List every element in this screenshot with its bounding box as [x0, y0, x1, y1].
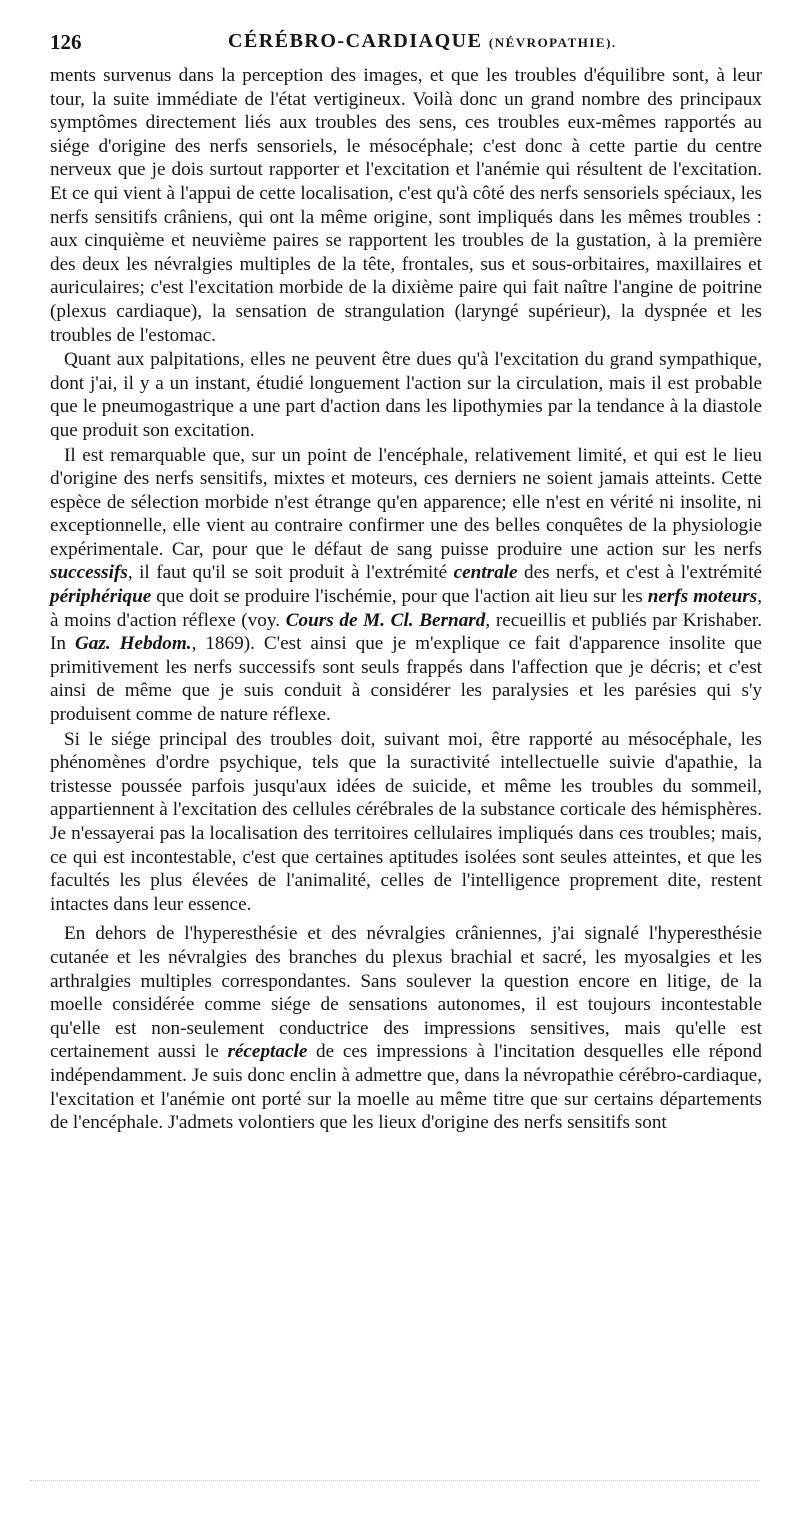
paragraph — [50, 348, 762, 442]
text-run: des nerfs, et c'est à l'extrémité — [517, 562, 763, 584]
page-bottom-scan-noise — [30, 1480, 760, 1483]
paragraph — [50, 728, 762, 917]
italic-term: nerfs moteurs — [647, 586, 758, 608]
paragraph — [50, 922, 762, 1134]
page-number: 126 — [50, 30, 82, 54]
text-run: Quant aux palpitations, elles ne peuvent être dues qu'à l'excitation du grand sympathique, dont j'ai, il y a un instant, étudié longuement l'action sur la circulation, mais il est probable que le pneumogastrique a une part d'action dans les lipothymies par la tendance à la diastole que produit son excitation. — [50, 349, 762, 441]
text-run: ments survenus dans la perception des images, et que les troubles d'équilibre sont, à leur tour, la suite immédiate de l'état vertigineux. Voilà donc un grand nombre des principaux symptômes directement liés aux troubles des sens, ces troubles eux-mêmes rapportés au siége d'origine des nerfs sensoriels, le mésocéphale; c'est donc à cette partie du centre nerveux que je dois surtout rapporter et l'excitation et l'anémie qui résultent de l'excitation. Et ce qui vient à l'appui de cette localisation, c'est qu'à côté des nerfs sensoriels spéciaux, les nerfs sensitifs crâniens, qui ont la même origine, sont impliqués dans les mêmes troubles : aux cinquième et neuvième paires se rapportent les troubles de la gustation, à la première des deux les névralgies multiples de la tête, frontales, sus et sous-orbitaires, maxillaires et auriculaires; c'est l'excitation morbide de la dixième paire qui fait naître l'angine de poitrine (plexus cardiaque), la sensation de strangulation (laryngé supérieur), la dyspnée et les troubles de l'estomac. — [50, 65, 762, 346]
running-title-subtitle: (NÉVROPATHIE). — [488, 35, 617, 50]
italic-term: successifs — [50, 562, 128, 584]
running-title — [228, 30, 617, 53]
paragraph — [50, 64, 762, 347]
italic-term: Gaz. Hebdom. — [74, 633, 192, 655]
page-header — [50, 30, 750, 60]
text-run: Il est remarquable que, sur un point de l'encéphale, relativement limité, et qui est le lieu d'origine des nerfs sensitifs, mixtes et moteurs, ces derniers ne soient jamais atteints. Cette espèce de sélection morbide n'est étrange qu'en apparence; elle n'est en vérité ni insolite, ni exceptionnelle, elle vient au contraire confirmer une des belles conquêtes de la physiologie expérimentale. Car, pour que le défaut de sang puisse produire une action sur les nerfs — [50, 444, 762, 560]
italic-term: Cours de M. Cl. Bernard — [285, 609, 486, 631]
body-text — [50, 64, 762, 1135]
text-run: En dehors de l'hyperesthésie et des névralgies crâniennes, j'ai signalé l'hyperesthésie cutanée et les névralgies des branches du plexus brachial et sacré, les myosalgies et les arthralgies multiples correspondantes. Sans soulever la question encore en litige, de la moelle considérée comme siége de sensations autonomes, il est toujours incontestable qu'elle est non-seulement conductrice des impressions sensitives, mais qu'elle est certainement aussi le — [50, 923, 762, 1063]
text-run: , à moins d'action réflexe (voy. — [50, 586, 762, 631]
text-run: , recueillis et publiés par Krishaber. In — [50, 609, 762, 655]
text-run: que doit se produire l'ischémie, pour que l'action ait lieu sur les — [151, 586, 648, 608]
text-run: , 1869). C'est ainsi que je m'explique ce fait d'apparence insolite que primitivement les nerfs successifs sont seuls frappés dans l'affection que je décris; et c'est ainsi de même que je suis conduit à considérer les paralysies et les parésies qui s'y produisent comme de nature réflexe. — [50, 633, 762, 726]
paragraph — [50, 444, 762, 727]
italic-term: périphérique — [50, 586, 152, 608]
text-run: de ces impressions à l'incitation desquelles elle répond indépendamment. Je suis donc enclin à admettre que, dans la névropathie cérébro-cardiaque, l'excitation et l'anémie ont porté sur la moelle au même titre que sur certains départements de l'encéphale. J'admets volontiers que les lieux d'origine des nerfs sensitifs sont — [50, 1041, 762, 1134]
text-run: , il faut qu'il se soit produit à l'extrémité — [127, 562, 454, 584]
text-run: Si le siége principal des troubles doit, suivant moi, être rapporté au mésocéphale, les phénomènes d'ordre psychique, tels que la suractivité intellectuelle suivie d'apathie, la tristesse poussée parfois jusqu'aux idées de suicide, et même les troubles du sommeil, appartiennent à l'excitation des cellules cérébrales de la substance corticale des hémisphères. Je n'essayerai pas la localisation des territoires cellulaires impliqués dans ces troubles; mais, ce qui est incontestable, c'est que certaines aptitudes isolées sont seules atteintes, et que les facultés les plus élevées de l'animalité, celles de l'intelligence proprement dite, restent intactes dans leur essence. — [50, 728, 762, 915]
italic-term: centrale — [453, 562, 518, 584]
running-title-main: CÉRÉBRO-CARDIAQUE — [228, 30, 483, 52]
italic-term: réceptacle — [227, 1041, 308, 1063]
